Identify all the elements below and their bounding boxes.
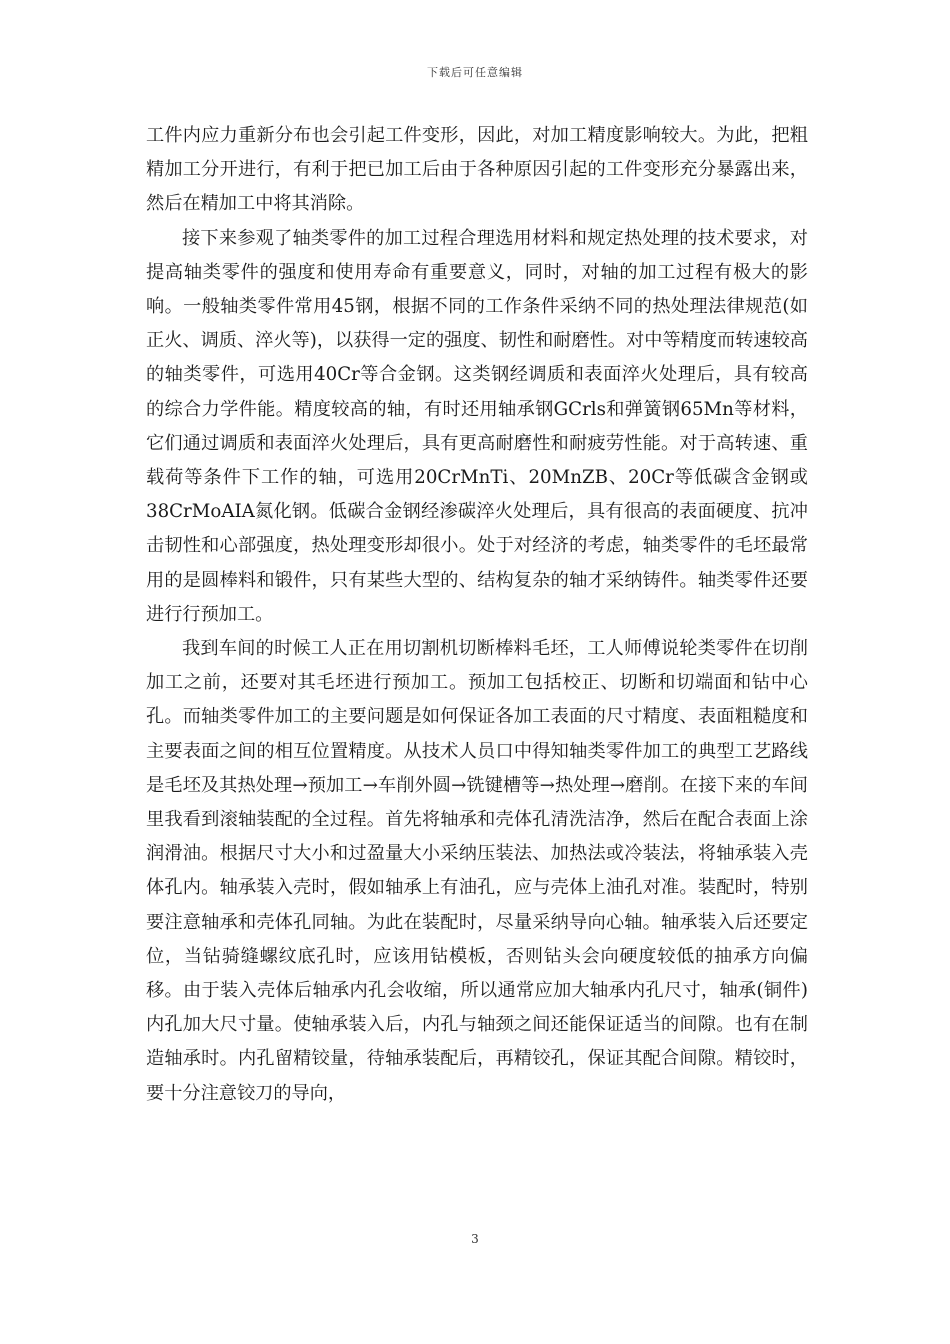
page-header: 下载后可任意编辑 (427, 66, 523, 79)
page-number: 3 (471, 1232, 479, 1246)
paragraph-shaft-materials: 接下来参观了轴类零件的加工过程合理选用材料和规定热处理的技术要求，对提高轴类零件的强度和使用寿命有重要意义，同时，对轴的加工过程有极大的影响。一般轴类零件常用45钢，根据不同的工作条件采纳不同的热处理法律规范(如正火、调质、淬火等)，以获得一定的强度、韧性和耐磨性。对中等精度而转速较高的轴类零件，可选用40Cr等合金钢。这类钢经调质和表面淬火处理后，具有较高的综合力学件能。精度较高的轴，有时还用轴承钢GCrls和弹簧钢65Mn等材料，它们通过调质和表面淬火处理后，具有更高耐磨性和耐疲劳性能。对于高转速、重载荷等条件下工作的轴，可选用20CrMnTi、20MnZB、20Cr等低碳含金钢或38CrMoAIA氮化钢。低碳合金钢经渗碳淬火处理后，具有很高的表面硬度、抗冲击韧性和心部强度，热处理变形却很小。处于对经济的考虑，轴类零件的毛坯最常用的是圆棒料和锻件，只有某些大型的、结构复杂的轴才采纳铸件。轴类零件还要进行行预加工。 (146, 227, 808, 625)
paragraph-continuation: 工件内应力重新分布也会引起工件变形，因此，对加工精度影响较大。为此，把粗精加工分开进行，有利于把已加工后由于各种原因引起的工件变形充分暴露出来，然后在精加工中将其消除。 (146, 125, 808, 215)
paragraph-workshop-assembly: 我到车间的时候工人正在用切割机切断棒料毛坯，工人师傅说轮类零件在切削加工之前，还要对其毛坯进行预加工。预加工包括校正、切断和切端面和钻中心孔。而轴类零件加工的主要问题是如何保证各加工表面的尺寸精度、表面粗糙度和主要表面之间的相互位置精度。从技术人员口中得知轴类零件加工的典型工艺路线是毛坯及其热处理→预加工→车削外圆→铣键槽等→热处理→磨削。在接下来的车间里我看到滚轴装配的全过程。首先将轴承和壳体孔清洗洁净，然后在配合表面上涂润滑油。根据尺寸大小和过盈量大小采纳压装法、加热法或冷装法，将轴承装入壳体孔内。轴承装入壳时，假如轴承上有油孔，应与壳体上油孔对准。装配时，特别要注意轴承和壳体孔同轴。为此在装配时，尽量采纳导向心轴。轴承装入后还要定位，当钻骑缝螺纹底孔时，应该用钻模板，否则钻头会向硬度较低的抽承方向偏移。由于装入壳体后轴承内孔会收缩，所以通常应加大轴承内孔尺寸，轴承(铜件)内孔加大尺寸量。使轴承装入后，内孔与轴颈之间还能保证适当的间隙。也有在制造轴承时。内孔留精铰量，待轴承装配后，再精铰孔，保证其配合间隙。精铰时，要十分注意铰刀的导向， (146, 638, 808, 1104)
document-body (146, 119, 808, 1111)
